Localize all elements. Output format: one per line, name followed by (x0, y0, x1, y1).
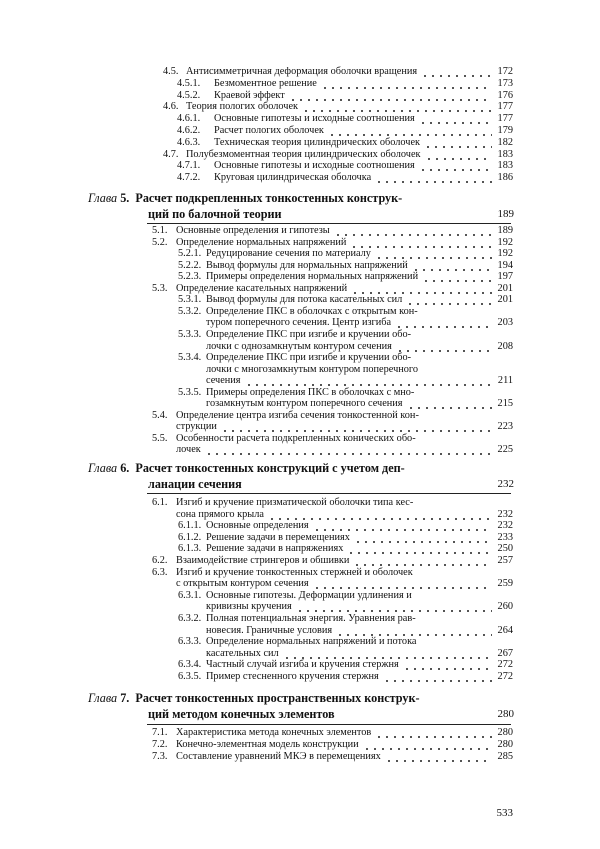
leader-dots (328, 134, 492, 136)
toc-entry-number: 7.1. (152, 727, 168, 738)
toc-entry-label: Основные гипотезы и исходные соотношения (214, 113, 415, 125)
toc-entry (0, 613, 600, 625)
toc-entry-page: 232 (497, 520, 513, 532)
toc-entry-number: 4.7.2. (177, 172, 201, 184)
toc-entry-number: 5.5. (152, 432, 168, 444)
toc-entry (0, 497, 600, 509)
toc-entry-label: Безмоментное решение (214, 77, 317, 89)
toc-entry-label: Редуцирование сечения по материалу (206, 248, 371, 260)
toc-entry-page: 223 (497, 421, 513, 433)
toc-entry-page: 272 (497, 671, 513, 682)
toc-entry-page: 201 (497, 282, 513, 294)
chapter-6-rule (147, 493, 511, 494)
toc-entry-page: 201 (497, 294, 513, 306)
toc-entry-page: 179 (497, 125, 513, 136)
toc-entry-label: с открытым контуром сечения (176, 578, 309, 590)
toc-entry-label: Пример стесненного кручения стержня (206, 671, 379, 682)
toc-entry-page: 203 (497, 317, 513, 329)
toc-entry-label: Расчет пологих оболочек (214, 125, 324, 136)
toc-entry-page: 264 (497, 624, 513, 636)
toc-entry-number: 5.2.2. (178, 259, 202, 271)
toc-entry-label: Основные определения и гипотезы (176, 225, 330, 236)
chapter-7-rule (147, 724, 511, 725)
chapter-word: Глава (88, 191, 118, 205)
toc-entry-page: 285 (497, 750, 513, 762)
toc-entry-page: 189 (497, 225, 513, 236)
toc-entry-page: 272 (497, 659, 513, 671)
chapter-number: 7. (120, 691, 130, 705)
toc-entry-page: 172 (497, 66, 513, 77)
toc-entry (0, 567, 600, 579)
toc-entry-number: 6.3.3. (178, 636, 202, 648)
chapter-title-line1: Расчет подкрепленных тонкостенных конструк- (135, 191, 403, 205)
toc-entry-page: 260 (497, 601, 513, 613)
toc-entry-number: 4.7.1. (177, 160, 201, 172)
toc-entry-page: 177 (497, 101, 513, 113)
chapter-title-line1: Расчет тонкостенных конструкций с учетом деп- (135, 461, 405, 475)
toc-entry-label: кривизны кручения (206, 601, 292, 613)
toc-entry-label: Примеры определения ПКС в оболочках с мно- (206, 386, 415, 398)
toc-entry-number: 4.5. (163, 66, 179, 77)
leader-dots (321, 87, 492, 89)
page-number: 533 (496, 807, 513, 819)
toc-entry-number: 5.3.2. (178, 305, 202, 317)
toc-entry-page: 259 (497, 578, 513, 590)
toc-entry-label: Определение нормальных напряжений и потока (206, 636, 417, 648)
toc-entry-number: 7.3. (152, 750, 168, 762)
toc-entry-number: 5.3. (152, 282, 168, 294)
chapter-6-heading-cont (148, 476, 242, 492)
toc-entry (0, 410, 600, 422)
toc-entry-number: 6.2. (152, 555, 168, 566)
toc-entry-page: 183 (497, 160, 513, 172)
toc-entry-number: 6.1.2. (178, 531, 202, 543)
toc-entry (0, 329, 600, 341)
toc-entry (0, 590, 600, 602)
toc-entry-number: 4.5.2. (177, 89, 201, 101)
toc-entry-number: 5.3.1. (178, 294, 202, 306)
chapter-6-heading (88, 460, 405, 476)
chapter-word: Глава (88, 461, 118, 475)
chapter-title-line1: Расчет тонкостенных пространственных конструк- (135, 691, 420, 705)
leader-dots (205, 453, 492, 455)
toc-entry-label: лочек (176, 444, 201, 456)
toc-entry-number: 6.1.1. (178, 520, 202, 532)
toc-entry-number: 5.2.1. (178, 248, 202, 260)
toc-entry-label: Теория пологих оболочек (186, 101, 299, 113)
toc-entry-number: 5.2. (152, 236, 168, 248)
toc-entry (0, 636, 600, 648)
toc-entry-label: касательных сил (206, 647, 279, 659)
toc-entry (0, 433, 600, 445)
chapter-title-line2: ций по балочной теории (148, 207, 282, 221)
toc-entry-label: Техническая теория цилиндрических оболочек (214, 136, 421, 148)
toc-entry-page: 211 (497, 375, 513, 387)
toc-entry-label: Взаимодействие стрингеров и обшивки (176, 555, 350, 566)
toc-entry-label: гозамкнутым контуром поперечного сечения (206, 398, 403, 410)
chapter-7-heading-cont (148, 706, 335, 722)
toc-entry-page: 173 (497, 77, 513, 89)
toc-entry-page: 182 (497, 136, 513, 148)
toc-entry (0, 306, 600, 318)
toc-entry-page: 232 (497, 508, 513, 520)
toc-entry-label: туром поперечного сечения. Центр изгиба (206, 317, 392, 329)
toc-entry-label: Изгиб и кручение призматической оболочки типа кес- (176, 497, 414, 508)
chapter-6-page: 232 (497, 478, 514, 490)
chapter-number: 6. (120, 461, 130, 475)
leader-dots (289, 99, 492, 101)
toc-entry-label: Решение задачи в напряжениях (206, 543, 344, 555)
toc-entry-label: сечения (206, 375, 241, 387)
chapter-5-page: 189 (497, 208, 514, 220)
toc-entry-page: 233 (497, 531, 513, 543)
toc-entry-page: 183 (497, 148, 513, 160)
toc-entry-label: Полная потенциальная энергия. Уравнения рав- (206, 613, 416, 624)
toc-entry-label: Определение центра изгиба сечения тонкостенной кон- (176, 409, 419, 421)
toc-entry-label: Вывод формулы для нормальных напряжений (206, 259, 408, 271)
toc-entry-page: 250 (497, 543, 513, 555)
toc-entry-number: 4.6.2. (177, 125, 201, 136)
toc-entry-label: Основные гипотезы. Деформации удлинения и (206, 589, 412, 601)
toc-entry-label: лочки с однозамкнутым контуром сечения (206, 340, 392, 352)
toc-entry-label: Решение задачи в перемещениях (206, 531, 350, 543)
toc-entry-number: 4.7. (163, 148, 179, 160)
toc-entry (0, 352, 600, 364)
toc-entry-label: Изгиб и кручение тонкостенных стержней и оболочек (176, 566, 413, 578)
toc-entry-number: 5.3.4. (178, 352, 202, 364)
toc-entry-label: Антисимметричная деформация оболочки вращения (186, 66, 418, 77)
toc-entry-label: Частный случай изгиба и кручения стержня (206, 659, 399, 671)
chapter-number: 5. (120, 191, 130, 205)
toc-entry-page: 225 (497, 444, 513, 456)
toc-entry-number: 6.1.3. (178, 543, 202, 555)
leader-dots (302, 110, 492, 112)
toc-entry-label: Круговая цилиндрическая оболочка (214, 172, 372, 184)
toc-entry-page: 194 (497, 259, 513, 271)
toc-entry-label: сона прямого крыла (176, 508, 264, 520)
toc-entry-page: 280 (497, 738, 513, 750)
toc-entry-page: 192 (497, 236, 513, 248)
toc-entry-number: 4.6.1. (177, 113, 201, 125)
toc-entry-page: 197 (497, 271, 513, 283)
toc-entry-label: Определение ПКС при изгибе и кручении обо- (206, 352, 412, 364)
chapter-7-heading (88, 690, 420, 706)
toc-entry-number: 4.6.3. (177, 136, 201, 148)
toc-entry-label: Основные определения (206, 520, 309, 532)
toc-entry-number: 6.3.5. (178, 671, 202, 682)
toc-entry-label: Вывод формулы для потока касательных сил (206, 294, 403, 306)
toc-entry-label: Краевой эффект (214, 89, 285, 101)
toc-entry-number: 5.3.3. (178, 328, 202, 340)
chapter-word: Глава (88, 691, 118, 705)
toc-entry-page: 267 (497, 647, 513, 659)
toc-entry (0, 364, 600, 376)
toc-entry-page: 215 (497, 398, 513, 410)
chapter-title-line2: ций методом конечных элементов (148, 707, 335, 721)
toc-entry-label: Примеры определения нормальных напряжений (206, 271, 419, 283)
toc-entry (0, 387, 600, 399)
toc-entry-label: Особенности расчета подкрепленных конических обо- (176, 432, 416, 444)
toc-entry-number: 7.2. (152, 738, 168, 750)
toc-entry-label: новесия. Граничные условия (206, 624, 333, 636)
chapter-title-line2: ланации сечения (148, 477, 242, 491)
toc-entry-number: 5.4. (152, 409, 168, 421)
toc-entry-page: 280 (497, 727, 513, 738)
toc-entry-label: Основные гипотезы и исходные соотношения (214, 160, 415, 172)
toc-entry-number: 6.1. (152, 497, 168, 508)
toc-entry-page: 208 (497, 340, 513, 352)
toc-entry-label: Составление уравнений МКЭ в перемещениях (176, 750, 381, 762)
toc-entry-page: 192 (497, 248, 513, 260)
toc-entry-number: 4.5.1. (177, 77, 201, 89)
chapter-5-heading (88, 190, 402, 206)
toc-entry-number: 6.3.4. (178, 659, 202, 671)
toc-entry-label: Конечно-элементная модель конструкции (176, 738, 359, 750)
toc-entry-page: 176 (497, 89, 513, 101)
toc-entry-number: 5.2.3. (178, 271, 202, 283)
toc-entry-page: 177 (497, 113, 513, 125)
toc-entry-number: 5.3.5. (178, 386, 202, 398)
toc-entry-number: 6.3.1. (178, 589, 202, 601)
chapter-5-heading-cont (148, 206, 282, 222)
toc-entry-number: 4.6. (163, 101, 179, 113)
toc-entry-label: Определение ПКС при изгибе и кручении обо- (206, 328, 412, 340)
toc-entry-label: Определение ПКС в оболочках с открытым кон- (206, 305, 418, 317)
toc-entry-label: Определение нормальных напряжений (176, 236, 347, 248)
toc-entry-label: Характеристика метода конечных элементов (176, 727, 372, 738)
toc-entry-number: 6.3.2. (178, 613, 202, 624)
toc-entry-page: 186 (497, 172, 513, 184)
toc-entry-label: лочки с многозамкнутым контуром поперечного (206, 363, 419, 375)
toc-entry-label: струкции (176, 421, 217, 433)
toc-entry-label: Определение касательных напряжений (176, 282, 348, 294)
toc-entry-label: Полубезмоментная теория цилиндрических оболочек (186, 148, 421, 160)
toc-entry-page: 257 (497, 555, 513, 566)
chapter-7-page: 280 (497, 708, 514, 720)
toc-entry-number: 5.1. (152, 225, 168, 236)
chapter-5-rule (147, 223, 511, 224)
toc-entry-number: 6.3. (152, 566, 168, 578)
